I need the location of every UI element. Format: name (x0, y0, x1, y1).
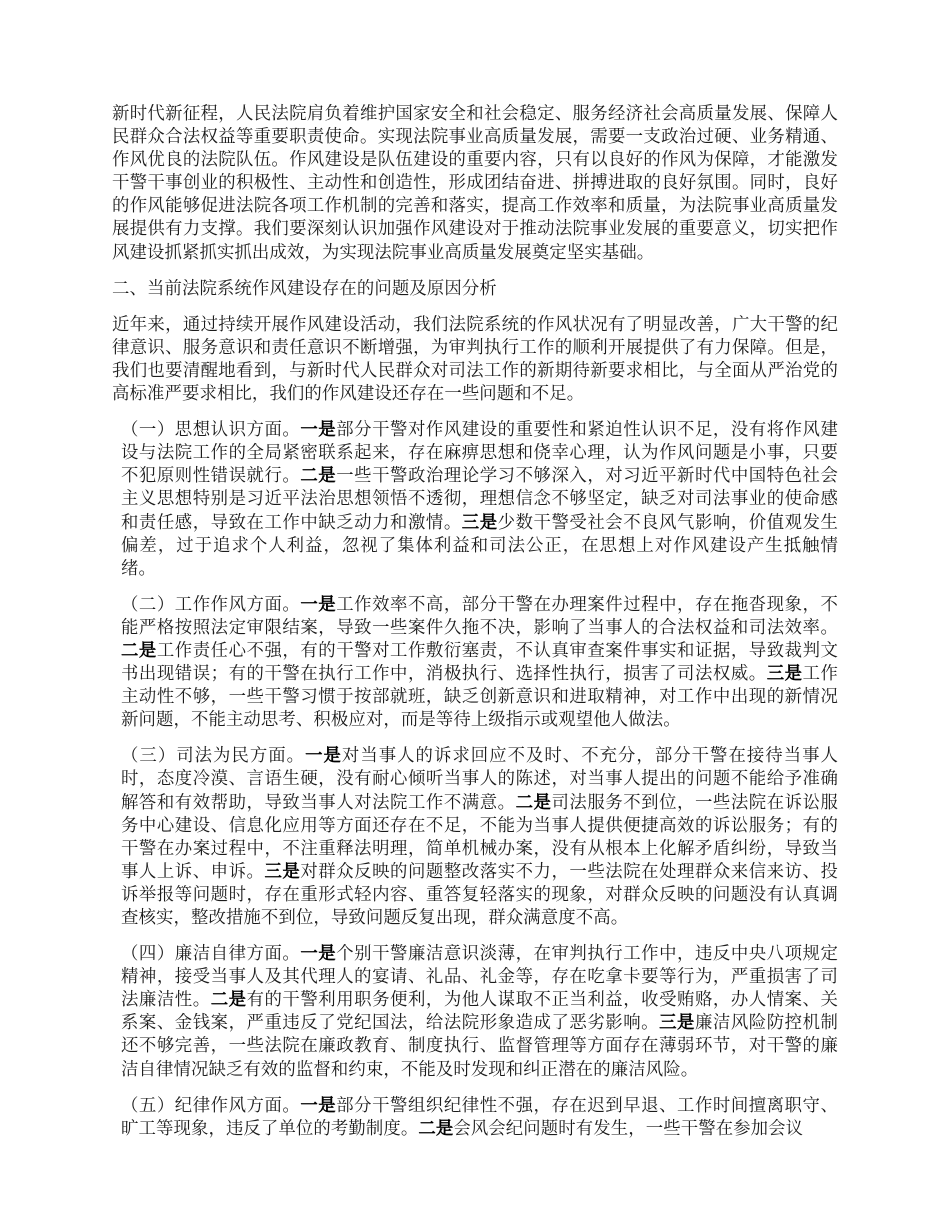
emphasis-run: 一是 (300, 1095, 337, 1116)
paragraph-overview-recent-years (112, 314, 838, 406)
text-run: 司法服务不到位，一些法院在诉讼服务中心建设、信息化应用等方面还存在不足，不能为当事人提供便捷高效的诉讼服务；有的干警在办案过程中，不注重释法明理，简单机械办案，没有从根本上化解矛盾纠纷，导致当事人上诉、申诉。 (121, 792, 838, 882)
text-run: （一）思想认识方面。 (121, 420, 301, 441)
heading-section-two (112, 278, 838, 301)
emphasis-run: 一是 (305, 746, 342, 767)
text-run: 对当事人的诉求回应不及时、不充分，部分干警在接待当事人时，态度冷漠、言语生硬，没有耐心倾听当事人的陈述，对当事人提出的问题不能给予准确解答和有效帮助，导致当事人对法院工作不满意。 (121, 746, 838, 813)
paragraph-item-two-work-style (112, 594, 838, 733)
document-body (112, 103, 838, 1141)
emphasis-run: 一是 (300, 944, 337, 965)
text-run: 少数干警受社会不良风气影响，价值观发生偏差，过于追求个人利益，忽视了集体利益和司法公正，在思想上对作风建设产生抵触情绪。 (121, 512, 838, 579)
emphasis-run: 二是 (418, 1118, 454, 1139)
emphasis-run: 一是 (300, 420, 337, 441)
text-run: 部分干警对作风建设的重要性和紧迫性认识不足，没有将作风建设与法院工作的全局紧密联系起来，存在麻痹思想和侥幸心理，认为作风问题是小事，只要不犯原则性错误就行。 (121, 420, 838, 487)
text-run: 廉洁风险防控机制还不够完善，一些法院在廉政教育、制度执行、监督管理等方面存在薄弱环节，对干警的廉洁自律情况缺乏有效的监督和约束，不能及时发现和纠正潜在的廉洁风险。 (121, 1013, 838, 1080)
text-run: 一些干警政治理论学习不够深入，对习近平新时代中国特色社会主义思想特别是习近平法治思想领悟不透彻，理想信念不够坚定，缺乏对司法事业的使命感和责任感，导致在工作中缺乏动力和激情。 (121, 466, 838, 533)
emphasis-run: 三是 (461, 512, 498, 533)
paragraph-item-three-justice-for-people (112, 745, 838, 930)
text-run: 个别干警廉洁意识淡薄，在审判执行工作中，违反中央八项规定精神，接受当事人及其代理人的宴请、礼品、礼金等，存在吃拿卡要等行为，严重损害了司法廉洁性。 (121, 944, 838, 1011)
text-run: （二）工作作风方面。 (121, 594, 301, 615)
emphasis-run: 二是 (210, 990, 247, 1011)
text-run: （五）纪律作风方面。 (121, 1095, 301, 1116)
text-run: （三）司法为民方面。 (121, 746, 306, 767)
text-run: 工作责任心不强，有的干警对工作敷衍塞责，不认真审查案件事实和证据，导致裁判文书出现错误；有的干警在执行工作中，消极执行、选择性执行，损害了司法权威。 (121, 640, 838, 685)
emphasis-run: 一是 (300, 594, 337, 615)
paragraph-item-five-discipline (112, 1095, 838, 1141)
text-run: 新时代新征程，人民法院肩负着维护国家安全和社会稳定、服务经济社会高质量发展、保障人民群众合法权益等重要职责使命。实现法院事业高质量发展，需要一支政治过硬、业务精通、作风优良的法院队伍。作风建设是队伍建设的重要内容，只有以良好的作风为保障，才能激发干警干事创业的积极性、主动性和创造性，形成团结奋进、拼搏进取的良好氛围。同时，良好的作风能够促进法院各项工作机制的完善和落实，提高工作效率和质量，为法院事业高质量发展提供有力支撑。我们要深刻认识加强作风建设对于推动法院事业发展的重要意义，切实把作风建设抓紧抓实抓出成效，为实现法院事业高质量发展奠定坚实基础。 (112, 104, 838, 263)
text-run: 近年来，通过持续开展作风建设活动，我们法院系统的作风状况有了明显改善，广大干警的纪律意识、服务意识和责任意识不断增强，为审判执行工作的顺利开展提供了有力保障。但是，我们也要清醒地看到，与新时代人民群众对司法工作的新期待新要求相比，与全面从严治党的高标准严要求相比，我们的作风建设还存在一些问题和不足。 (112, 314, 838, 405)
text-run: 对群众反映的问题整改落实不力，一些法院在处理群众来信来访、投诉举报等问题时，存在重形式轻内容、重答复轻落实的现象，对群众反映的问题没有认真调查核实，整改措施不到位，导致问题反复出现，群众满意度不高。 (121, 861, 838, 928)
emphasis-run: 二是 (300, 466, 337, 487)
text-run: 工作主动性不够，一些干警习惯于按部就班，缺乏创新意识和进取精神，对工作中出现的新情况新问题，不能主动思考、积极应对，而是等待上级指示或观望他人做法。 (121, 664, 839, 731)
text-run: （四）廉洁自律方面。 (121, 944, 301, 965)
emphasis-run: 三是 (264, 861, 301, 882)
emphasis-run: 二是 (515, 792, 552, 813)
text-run: 部分干警组织纪律性不强，存在迟到早退、工作时间擅离职守、旷工等现象，违反了单位的考勤制度。 (121, 1095, 838, 1139)
emphasis-run: 二是 (121, 640, 157, 661)
paragraph-intro-importance (112, 103, 838, 265)
emphasis-run: 三是 (659, 1013, 695, 1034)
paragraph-item-four-integrity (112, 943, 838, 1082)
text-run: 有的干警利用职务便利，为他人谋取不正当利益，收受贿赂，办人情案、关系案、金钱案，严重违反了党纪国法，给法院形象造成了恶劣影响。 (121, 990, 838, 1034)
paragraph-item-one-ideology (112, 419, 838, 581)
text-run: 工作效率不高，部分干警在办理案件过程中，存在拖沓现象，不能严格按照法定审限结案，导致一些案件久拖不决，影响了当事人的合法权益和司法效率。 (121, 594, 838, 638)
emphasis-run: 三是 (766, 664, 803, 685)
text-run: 二、当前法院系统作风建设存在的问题及原因分析 (112, 278, 497, 299)
text-run: 会风会纪问题时有发生，一些干警在参加会议 (453, 1118, 804, 1139)
